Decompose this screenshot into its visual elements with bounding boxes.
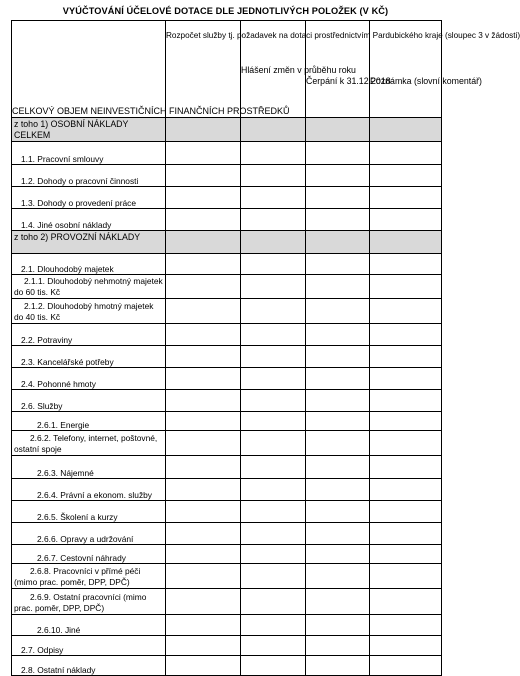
table-row: [12, 456, 442, 479]
cell-spent[interactable]: [306, 501, 370, 523]
cell-changes[interactable]: [241, 390, 306, 412]
cell-note[interactable]: [370, 299, 442, 324]
cell-budget[interactable]: [166, 523, 241, 545]
table-row: [12, 390, 442, 412]
cell-spent[interactable]: [306, 368, 370, 390]
cell-spent[interactable]: [306, 545, 370, 564]
header-total-volume[interactable]: CELKOVÝ OBJEM NEINVESTIČNÍCH FINANČNÍCH PROSTŘEDKŮ: [12, 21, 166, 118]
row-label[interactable]: 1.3. Dohody o provedení práce: [12, 187, 166, 209]
row-label[interactable]: 2.1.1. Dlouhodobý nehmotný majetek do 60 tis. Kč: [12, 275, 166, 299]
cell-spent[interactable]: [306, 390, 370, 412]
cell-note[interactable]: [370, 368, 442, 390]
cell-note[interactable]: [370, 456, 442, 479]
cell-spent[interactable]: [306, 324, 370, 346]
header-row: [12, 21, 442, 118]
cell-changes[interactable]: [241, 501, 306, 523]
table-row: [12, 479, 442, 501]
cell-note[interactable]: [370, 165, 442, 187]
row-label[interactable]: 2.1.2. Dlouhodobý hmotný majetek do 40 tis. Kč: [12, 299, 166, 324]
row-label[interactable]: 2.8. Ostatní náklady: [12, 656, 166, 676]
cell-spent[interactable]: [306, 615, 370, 636]
cell-spent[interactable]: [306, 254, 370, 275]
table-row: [12, 523, 442, 545]
cell-note[interactable]: [370, 523, 442, 545]
cell-note[interactable]: [370, 615, 442, 636]
cell-note[interactable]: [370, 589, 442, 615]
cell-budget[interactable]: [166, 636, 241, 656]
cell-budget[interactable]: [166, 368, 241, 390]
cell-changes[interactable]: [241, 479, 306, 501]
cell-note[interactable]: [370, 412, 442, 431]
row-label[interactable]: 2.1. Dlouhodobý majetek: [12, 254, 166, 275]
cell-spent[interactable]: [306, 275, 370, 299]
row-label[interactable]: 2.6.9. Ostatní pracovníci (mimo prac. poměr, DPP, DPČ): [12, 589, 166, 615]
table-row: [12, 299, 442, 324]
cell-spent[interactable]: [306, 231, 370, 254]
cell-budget[interactable]: [166, 589, 241, 615]
sheet-title: VYÚČTOVÁNÍ ÚČELOVÉ DOTACE DLE JEDNOTLIVÝCH POLOŽEK (V KČ): [62, 6, 389, 16]
cell-changes[interactable]: [241, 589, 306, 615]
row-label[interactable]: 2.6. Služby: [12, 390, 166, 412]
cell-note[interactable]: [370, 479, 442, 501]
cell-changes[interactable]: [241, 456, 306, 479]
cell-changes[interactable]: [241, 118, 306, 142]
table-row: [12, 275, 442, 299]
table-row: [12, 187, 442, 209]
cell-note[interactable]: [370, 324, 442, 346]
row-label[interactable]: 2.6.8. Pracovníci v přímé péči (mimo prac. poměr, DPP, DPČ): [12, 564, 166, 589]
cell-budget[interactable]: [166, 431, 241, 456]
cell-spent[interactable]: [306, 636, 370, 656]
row-label[interactable]: 2.2. Potraviny: [12, 324, 166, 346]
row-label[interactable]: 2.4. Pohonné hmoty: [12, 368, 166, 390]
row-label[interactable]: 1.1. Pracovní smlouvy: [12, 142, 166, 165]
cell-budget[interactable]: [166, 324, 241, 346]
table-row: [12, 346, 442, 368]
cell-changes[interactable]: [241, 187, 306, 209]
cell-note[interactable]: [370, 501, 442, 523]
row-label[interactable]: 2.6.1. Energie: [12, 412, 166, 431]
cell-note[interactable]: [370, 118, 442, 142]
cell-budget[interactable]: [166, 501, 241, 523]
cell-spent[interactable]: [306, 589, 370, 615]
cell-note[interactable]: [370, 187, 442, 209]
cell-spent[interactable]: [306, 656, 370, 676]
cell-budget[interactable]: [166, 209, 241, 231]
cell-note[interactable]: [370, 431, 442, 456]
row-label[interactable]: 1.4. Jiné osobní náklady: [12, 209, 166, 231]
cell-spent[interactable]: [306, 209, 370, 231]
row-label[interactable]: 2.7. Odpisy: [12, 636, 166, 656]
cell-spent[interactable]: [306, 523, 370, 545]
cell-note[interactable]: [370, 142, 442, 165]
cell-budget[interactable]: [166, 165, 241, 187]
cell-spent[interactable]: [306, 479, 370, 501]
cell-changes[interactable]: [241, 431, 306, 456]
table-row: [12, 589, 442, 615]
header-budget[interactable]: Rozpočet služby tj. požadavek na dotaci prostřednictvím Pardubického kraje (sloupec 3 v žádosti): [166, 21, 241, 118]
row-label[interactable]: 2.6.5. Školení a kurzy: [12, 501, 166, 523]
cell-changes[interactable]: [241, 656, 306, 676]
budget-table: [11, 20, 520, 676]
cell-changes[interactable]: [241, 275, 306, 299]
cell-budget[interactable]: [166, 187, 241, 209]
cell-spent[interactable]: [306, 118, 370, 142]
row-label[interactable]: 2.3. Kancelářské potřeby: [12, 346, 166, 368]
table-row: [12, 412, 442, 431]
cell-note[interactable]: [370, 209, 442, 231]
row-label[interactable]: 2.6.4. Právní a ekonom. služby: [12, 479, 166, 501]
header-note[interactable]: Poznámka (slovní komentář): [370, 21, 442, 118]
cell-spent[interactable]: [306, 187, 370, 209]
row-label[interactable]: 2.6.6. Opravy a udržování: [12, 523, 166, 545]
table-row: [12, 231, 442, 254]
cell-spent[interactable]: [306, 299, 370, 324]
cell-budget[interactable]: [166, 142, 241, 165]
table-row: [12, 656, 442, 676]
table-row: [12, 142, 442, 165]
cell-note[interactable]: [370, 564, 442, 589]
cell-changes[interactable]: [241, 231, 306, 254]
cell-changes[interactable]: [241, 209, 306, 231]
cell-changes[interactable]: [241, 299, 306, 324]
cell-changes[interactable]: [241, 254, 306, 275]
row-label[interactable]: 2.6.10. Jiné: [12, 615, 166, 636]
row-label[interactable]: 1.2. Dohody o pracovní činnosti: [12, 165, 166, 187]
cell-note[interactable]: [370, 545, 442, 564]
cell-budget[interactable]: [166, 299, 241, 324]
table-row: [12, 545, 442, 564]
cell-changes[interactable]: [241, 324, 306, 346]
cell-note[interactable]: [370, 636, 442, 656]
cell-budget[interactable]: [166, 479, 241, 501]
cell-budget[interactable]: [166, 564, 241, 589]
section-label-personnel[interactable]: z toho 1) OSOBNÍ NÁKLADY CELKEM: [12, 118, 166, 142]
cell-budget[interactable]: [166, 656, 241, 676]
table-row: [12, 209, 442, 231]
cell-changes[interactable]: [241, 636, 306, 656]
cell-note[interactable]: [370, 656, 442, 676]
section-label-operating[interactable]: z toho 2) PROVOZNÍ NÁKLADY: [12, 231, 166, 254]
cell-changes[interactable]: [241, 615, 306, 636]
cell-budget[interactable]: [166, 346, 241, 368]
cell-spent[interactable]: [306, 165, 370, 187]
cell-changes[interactable]: [241, 165, 306, 187]
table-row: [12, 501, 442, 523]
cell-changes[interactable]: [241, 346, 306, 368]
cell-changes[interactable]: [241, 412, 306, 431]
header-spent[interactable]: Čerpání k 31.12.2018: [306, 21, 370, 118]
cell-note[interactable]: [370, 231, 442, 254]
cell-note[interactable]: [370, 275, 442, 299]
cell-budget[interactable]: [166, 231, 241, 254]
row-label[interactable]: 2.6.2. Telefony, internet, poštovné, ostatní spoje: [12, 431, 166, 456]
table-row: [12, 254, 442, 275]
cell-budget[interactable]: [166, 118, 241, 142]
cell-note[interactable]: [370, 346, 442, 368]
cell-budget[interactable]: [166, 545, 241, 564]
cell-changes[interactable]: [241, 545, 306, 564]
table-row: [12, 636, 442, 656]
table-row: [12, 564, 442, 589]
cell-spent[interactable]: [306, 431, 370, 456]
cell-spent[interactable]: [306, 564, 370, 589]
cell-budget[interactable]: [166, 254, 241, 275]
cell-budget[interactable]: [166, 275, 241, 299]
cell-budget[interactable]: [166, 615, 241, 636]
cell-spent[interactable]: [306, 412, 370, 431]
cell-spent[interactable]: [306, 142, 370, 165]
cell-spent[interactable]: [306, 456, 370, 479]
cell-spent[interactable]: [306, 346, 370, 368]
cell-changes[interactable]: [241, 523, 306, 545]
table-row: [12, 324, 442, 346]
cell-note[interactable]: [370, 390, 442, 412]
cell-note[interactable]: [370, 254, 442, 275]
row-label[interactable]: 2.6.3. Nájemné: [12, 456, 166, 479]
row-label[interactable]: 2.6.7. Cestovní náhrady: [12, 545, 166, 564]
table-row: [12, 431, 442, 456]
header-changes[interactable]: Hlášení změn v průběhu roku: [241, 21, 306, 118]
cell-budget[interactable]: [166, 412, 241, 431]
cell-changes[interactable]: [241, 368, 306, 390]
cell-budget[interactable]: [166, 390, 241, 412]
table-row: [12, 118, 442, 142]
cell-changes[interactable]: [241, 142, 306, 165]
cell-changes[interactable]: [241, 564, 306, 589]
table-row: [12, 615, 442, 636]
table-row: [12, 165, 442, 187]
table-row: [12, 368, 442, 390]
cell-budget[interactable]: [166, 456, 241, 479]
